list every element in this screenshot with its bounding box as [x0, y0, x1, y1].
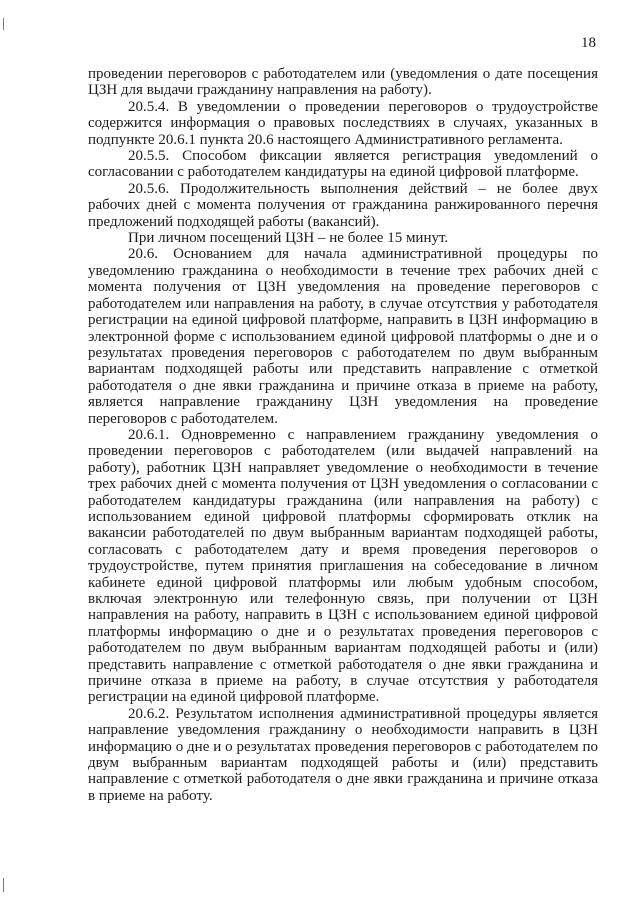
paragraph: 20.5.5. Способом фиксации является регистрация уведомлений о согласовании с работодателем кандидатуры на единой цифровой платформе. [88, 148, 598, 181]
paragraph: проведении переговоров с работодателем или (уведомления о дате посещения ЦЗН для выдачи гражданину направления на работу). [88, 66, 598, 99]
paragraph: При личном посещений ЦЗН – не более 15 минут. [128, 230, 449, 247]
scan-edge-mark [3, 878, 4, 892]
paragraph: 20.6.1. Одновременно с направлением гражданину уведомления о проведении переговоров с работодателем (или выдачей направлений на работу), работник ЦЗН направляет уведомление о необходимости в течение трех рабочих дней с момента получения от ЦЗН уведомления о согласовании с работодателем кандидатуры гражданина (или направления на работу) с использованием единой цифровой платформы сформировать отклик на вакансии работодателей по двум выбранным вариантам подходящей работы, согласовать с работодателем дату и время проведения переговоров о трудоустройстве, путем принятия приглашения на собеседование в личном кабинете единой цифровой платформы или любым удобным способом, включая электронную или телефонную связь, при получении от ЦЗН направления на работу, направить в ЦЗН с использованием единой цифровой платформы информацию о дне и о результатах проведения переговоров с работодателем по двум выбранным вариантам подходящей работы и (или) представить направление с отметкой работодателя о дне явки гражданина и причине отказа в приеме на работу, в случае отсутствия у работодателя регистрации на единой цифровой платформе. [88, 426, 598, 706]
document-body [88, 66, 598, 804]
page-number: 18 [581, 35, 596, 51]
paragraph: 20.5.4. В уведомлении о проведении переговоров о трудоустройстве содержится информация о правовых последствиях в случаях, указанных в подпункте 20.6.1 пункта 20.6 настоящего Административного регламента. [88, 98, 598, 148]
paragraph: 20.6. Основанием для начала административной процедуры по уведомлению гражданина о необходимости в течение трех рабочих дней с момента получения от ЦЗН уведомления на проведение переговоров с работодателем или направления на работу, в случае отсутствия у работодателя регистрации на единой цифровой платформе, направить в ЦЗН информацию в электронной форме с использованием единой цифровой платформы о дне и о результатах проведения переговоров с работодателем по двум выбранным вариантам подходящей работы или представить направление с отметкой работодателя о дне явки гражданина и причине отказа в приеме на работу, является направление гражданину ЦЗН уведомления на проведение переговоров с работодателем. [88, 246, 598, 427]
paragraph: 20.5.6. Продолжительность выполнения действий – не более двух рабочих дней с момента получения от гражданина ранжированного перечня предложений подходящей работы (вакансий). [88, 180, 598, 230]
paragraph: 20.6.2. Результатом исполнения административной процедуры является направление уведомления гражданину о необходимости направить в ЦЗН информацию о дне и о результатах проведения переговоров с работодателем по двум выбранным вариантам подходящей работы и (или) представить направление с отметкой работодателя о дне явки гражданина и причине отказа в приеме на работу. [88, 705, 598, 804]
scan-edge-mark [3, 18, 4, 30]
